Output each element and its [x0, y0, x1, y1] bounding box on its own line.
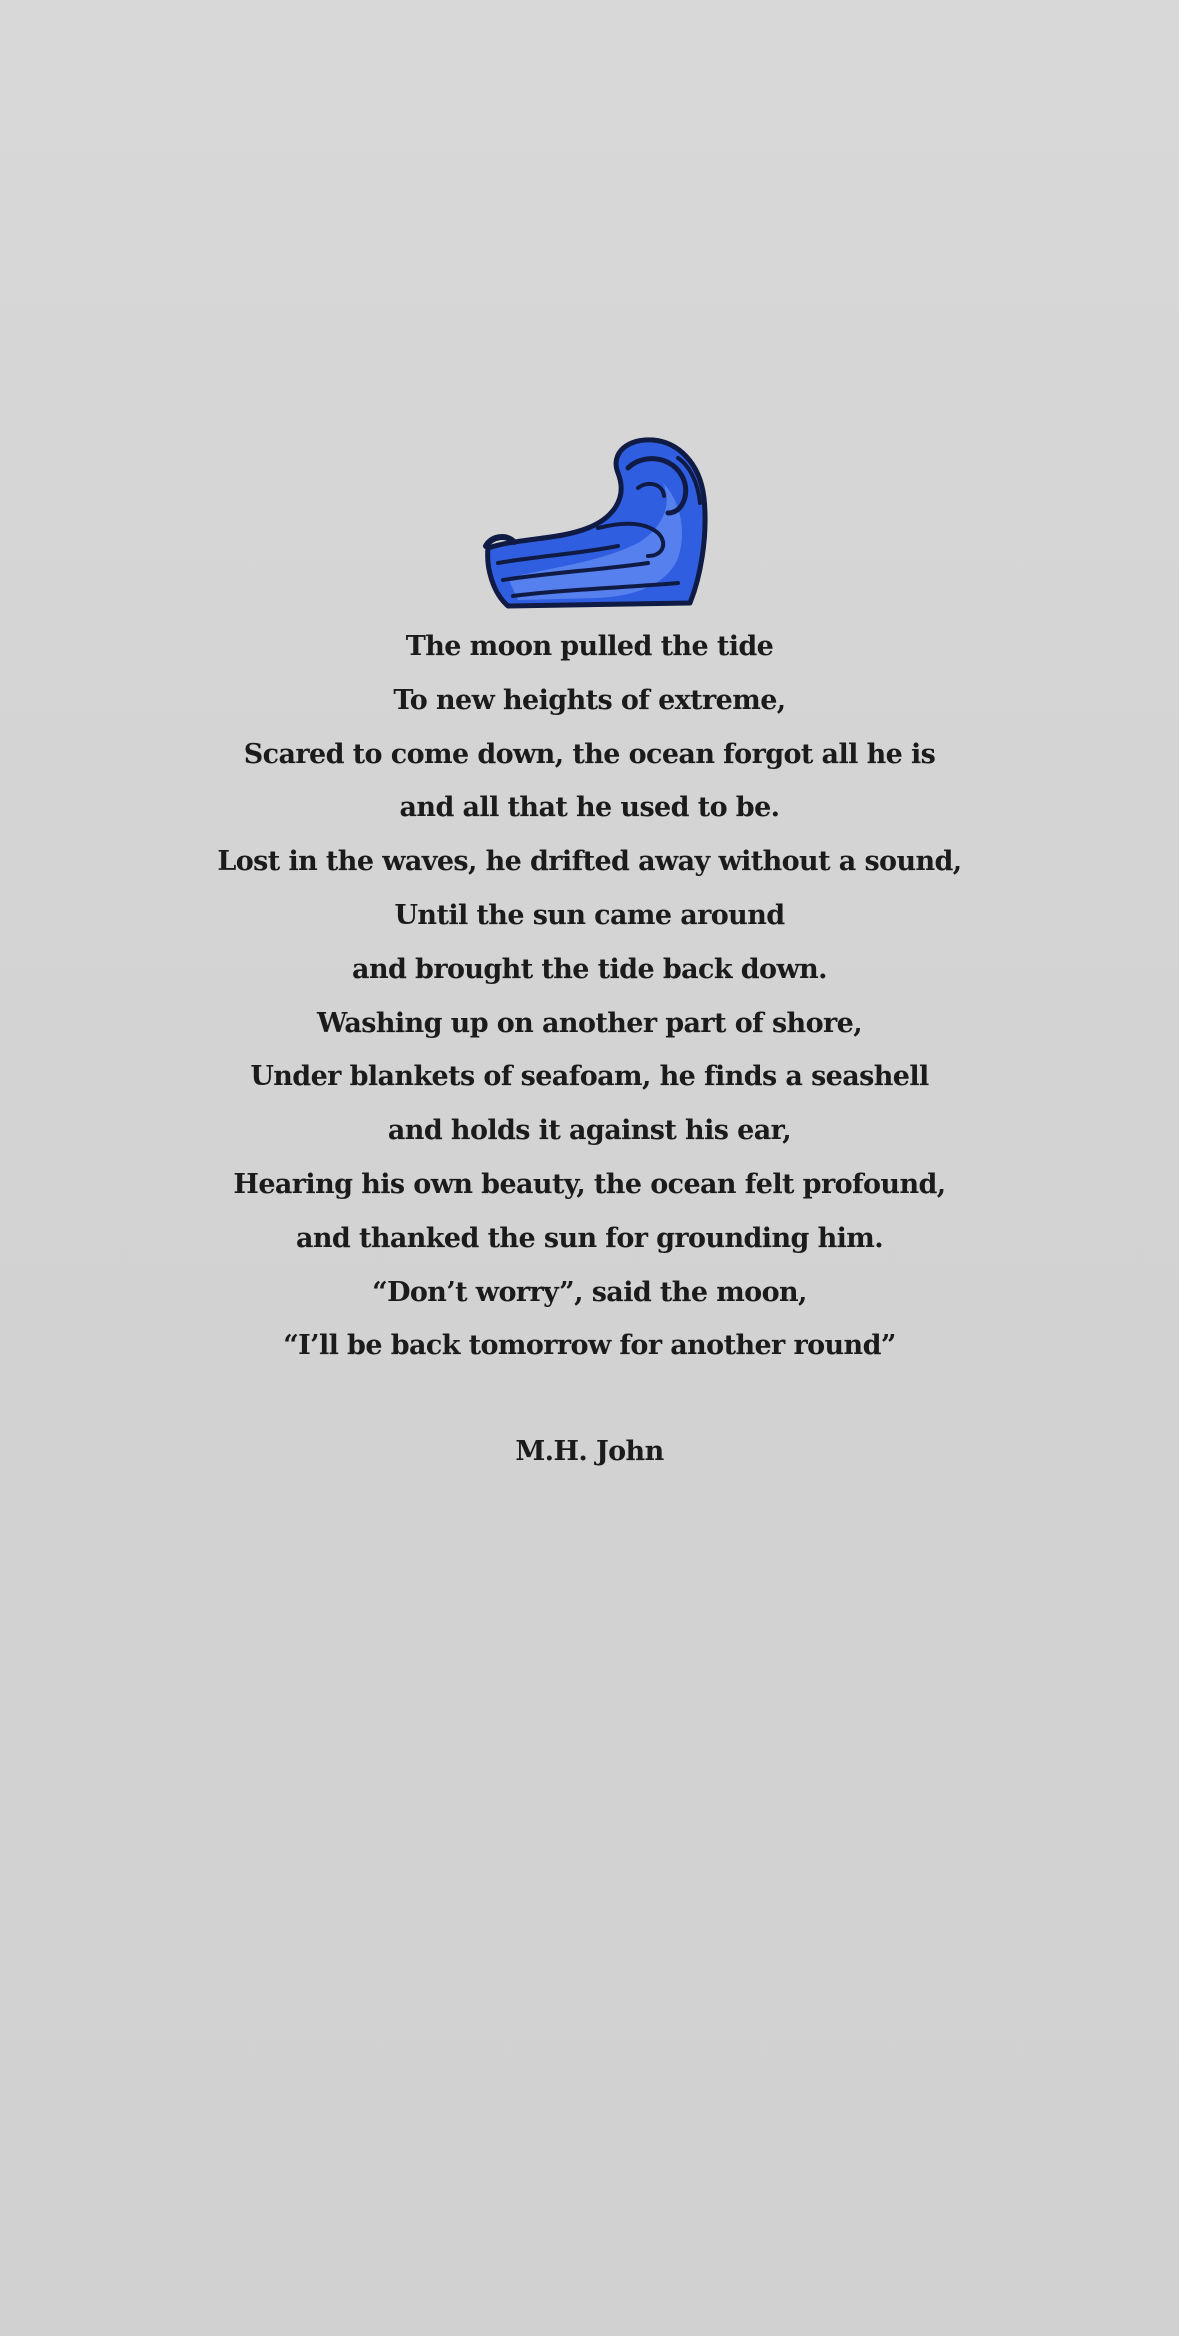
poem-line: Hearing his own beauty, the ocean felt profound,: [233, 1168, 946, 1200]
poem-line: and brought the tide back down.: [352, 953, 827, 985]
poem-text: [0, 620, 1179, 1373]
poem-line: Lost in the waves, he drifted away without a sound,: [217, 846, 962, 878]
poem-line: “Don’t worry”, said the moon,: [372, 1276, 807, 1308]
poem-line: and thanked the sun for grounding him.: [295, 1222, 884, 1254]
poem-line: and holds it against his ear,: [387, 1115, 792, 1147]
poem-line: The moon pulled the tide: [405, 631, 774, 662]
poem-line: Under blankets of seafoam, he finds a seashell: [250, 1061, 929, 1093]
ocean-wave-icon: [478, 428, 714, 616]
poem-author: M.H. John: [515, 1436, 664, 1467]
poem-line: “I’ll be back tomorrow for another round”: [283, 1330, 896, 1362]
poem-line: and all that he used to be.: [399, 792, 780, 824]
poem-line: Scared to come down, the ocean forgot all he is: [243, 738, 936, 770]
poem-line: Washing up on another part of shore,: [317, 1007, 862, 1039]
poem-line: To new heights of extreme,: [393, 684, 786, 716]
poem-line: Until the sun came around: [394, 899, 785, 931]
